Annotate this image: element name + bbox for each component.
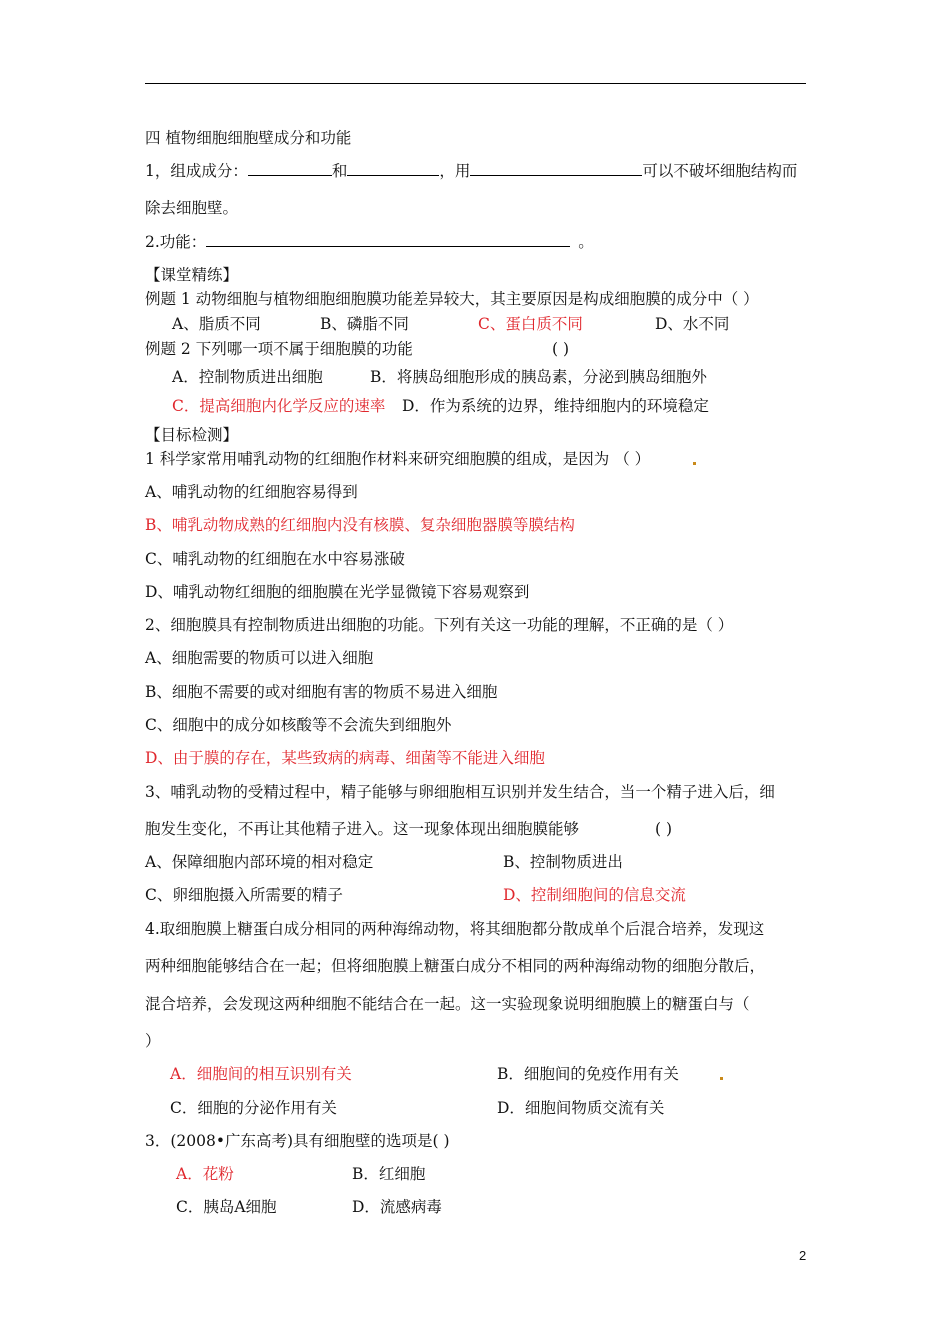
question-line: 除去细胞壁。 <box>145 199 239 217</box>
example-stem: 例题 2 下列哪一项不属于细胞膜的功能 <box>145 340 413 358</box>
header-rule <box>145 83 806 84</box>
page-number: 2 <box>799 1248 807 1263</box>
answer-blank[interactable] <box>347 161 439 176</box>
option-b: B、磷脂不同 <box>320 315 409 333</box>
option-c: C．细胞的分泌作用有关 <box>170 1099 337 1117</box>
option-a: A．控制物质进出细胞 <box>172 368 323 386</box>
question-stem: 2、细胞膜具有控制物质进出细胞的功能。下列有关这一功能的理解，不正确的是（ ） <box>145 616 734 634</box>
option-d-answer: D、控制细胞间的信息交流 <box>503 886 686 904</box>
option-a-answer: A．细胞间的相互识别有关 <box>170 1065 352 1083</box>
answer-paren: ( ) <box>655 820 673 838</box>
option-b: B．细胞间的免疫作用有关 <box>497 1065 679 1083</box>
section-heading: 四 植物细胞细胞壁成分和功能 <box>145 129 352 147</box>
option-a: A、哺乳动物的红细胞容易得到 <box>145 483 358 501</box>
question-line <box>145 161 797 181</box>
option-d: D．作为系统的边界，维持细胞内的环境稳定 <box>402 397 709 415</box>
option-b: B．将胰岛细胞形成的胰岛素，分泌到胰岛细胞外 <box>370 368 707 386</box>
question-stem-cont: 两种细胞能够结合在一起；但将细胞膜上糖蛋白成分不相同的两种海绵动物的细胞分散后， <box>145 957 766 975</box>
question-stem: 3、哺乳动物的受精过程中，精子能够与卵细胞相互识别并发生结合，当一个精子进入后，细 <box>145 783 775 801</box>
q2-prefix: 2.功能： <box>145 233 207 251</box>
example-stem: 例题 1 动物细胞与植物细胞细胞膜功能差异较大，其主要原因是构成细胞膜的成分中（ ） <box>145 290 759 308</box>
question-stem-cont: 混合培养，会发现这两种细胞不能结合在一起。这一实验现象说明细胞膜上的糖蛋白与（ <box>145 995 750 1013</box>
question-stem-cont: 胞发生变化，不再让其他精子进入。这一现象体现出细胞膜能够 <box>145 820 580 838</box>
question-stem: 3．(2008•广东高考)具有细胞壁的选项是( ) <box>145 1132 450 1150</box>
option-a: A、细胞需要的物质可以进入细胞 <box>145 649 374 667</box>
q1-mid1: 和 <box>331 162 348 180</box>
q1-suffix: 可以不破坏细胞结构而 <box>642 162 798 180</box>
answer-blank[interactable] <box>248 161 332 176</box>
option-b: B．红细胞 <box>352 1165 426 1183</box>
option-c: C、细胞中的成分如核酸等不会流失到细胞外 <box>145 716 452 734</box>
answer-paren: ( ) <box>552 340 570 358</box>
option-b-answer: B、哺乳动物成熟的红细胞内没有核膜、复杂细胞器膜等膜结构 <box>145 516 575 534</box>
option-a: A、保障细胞内部环境的相对稳定 <box>145 853 374 871</box>
test-title: 【目标检测】 <box>145 426 239 444</box>
answer-blank[interactable] <box>470 161 642 176</box>
option-d: D、水不同 <box>655 315 730 333</box>
q1-mid2: ，用 <box>439 162 471 180</box>
option-b: B、控制物质进出 <box>503 853 623 871</box>
ink-dot <box>693 462 696 465</box>
question-stem: 1 科学家常用哺乳动物的红细胞作材料来研究细胞膜的组成，是因为 （ ） <box>145 450 651 468</box>
option-a-answer: A．花粉 <box>176 1165 234 1183</box>
option-d: D．细胞间物质交流有关 <box>497 1099 665 1117</box>
option-c: C、卵细胞摄入所需要的精子 <box>145 886 343 904</box>
option-c: C、哺乳动物的红细胞在水中容易涨破 <box>145 550 405 568</box>
option-d: D．流感病毒 <box>352 1198 442 1216</box>
option-a: A、脂质不同 <box>172 315 261 333</box>
q2-suffix: 。 <box>578 233 594 251</box>
option-c-answer: C、蛋白质不同 <box>478 315 583 333</box>
option-d: D、哺乳动物红细胞的细胞膜在光学显微镜下容易观察到 <box>145 583 530 601</box>
option-d-answer: D、由于膜的存在，某些致病的病毒、细菌等不能进入细胞 <box>145 749 545 767</box>
q1-prefix: 1，组成成分： <box>145 162 248 180</box>
option-c: C．胰岛A细胞 <box>176 1198 277 1216</box>
question-stem: 4.取细胞膜上糖蛋白成分相同的两种海绵动物，将其细胞都分散成单个后混合培养，发现这 <box>145 920 765 938</box>
option-c-answer: C．提高细胞内化学反应的速率 <box>172 397 386 415</box>
answer-blank[interactable] <box>206 232 570 247</box>
question-stem-cont: ） <box>145 1032 161 1050</box>
ink-dot <box>720 1077 723 1080</box>
practice-title: 【课堂精练】 <box>145 266 239 284</box>
question-line <box>145 232 594 252</box>
option-b: B、细胞不需要的或对细胞有害的物质不易进入细胞 <box>145 683 498 701</box>
